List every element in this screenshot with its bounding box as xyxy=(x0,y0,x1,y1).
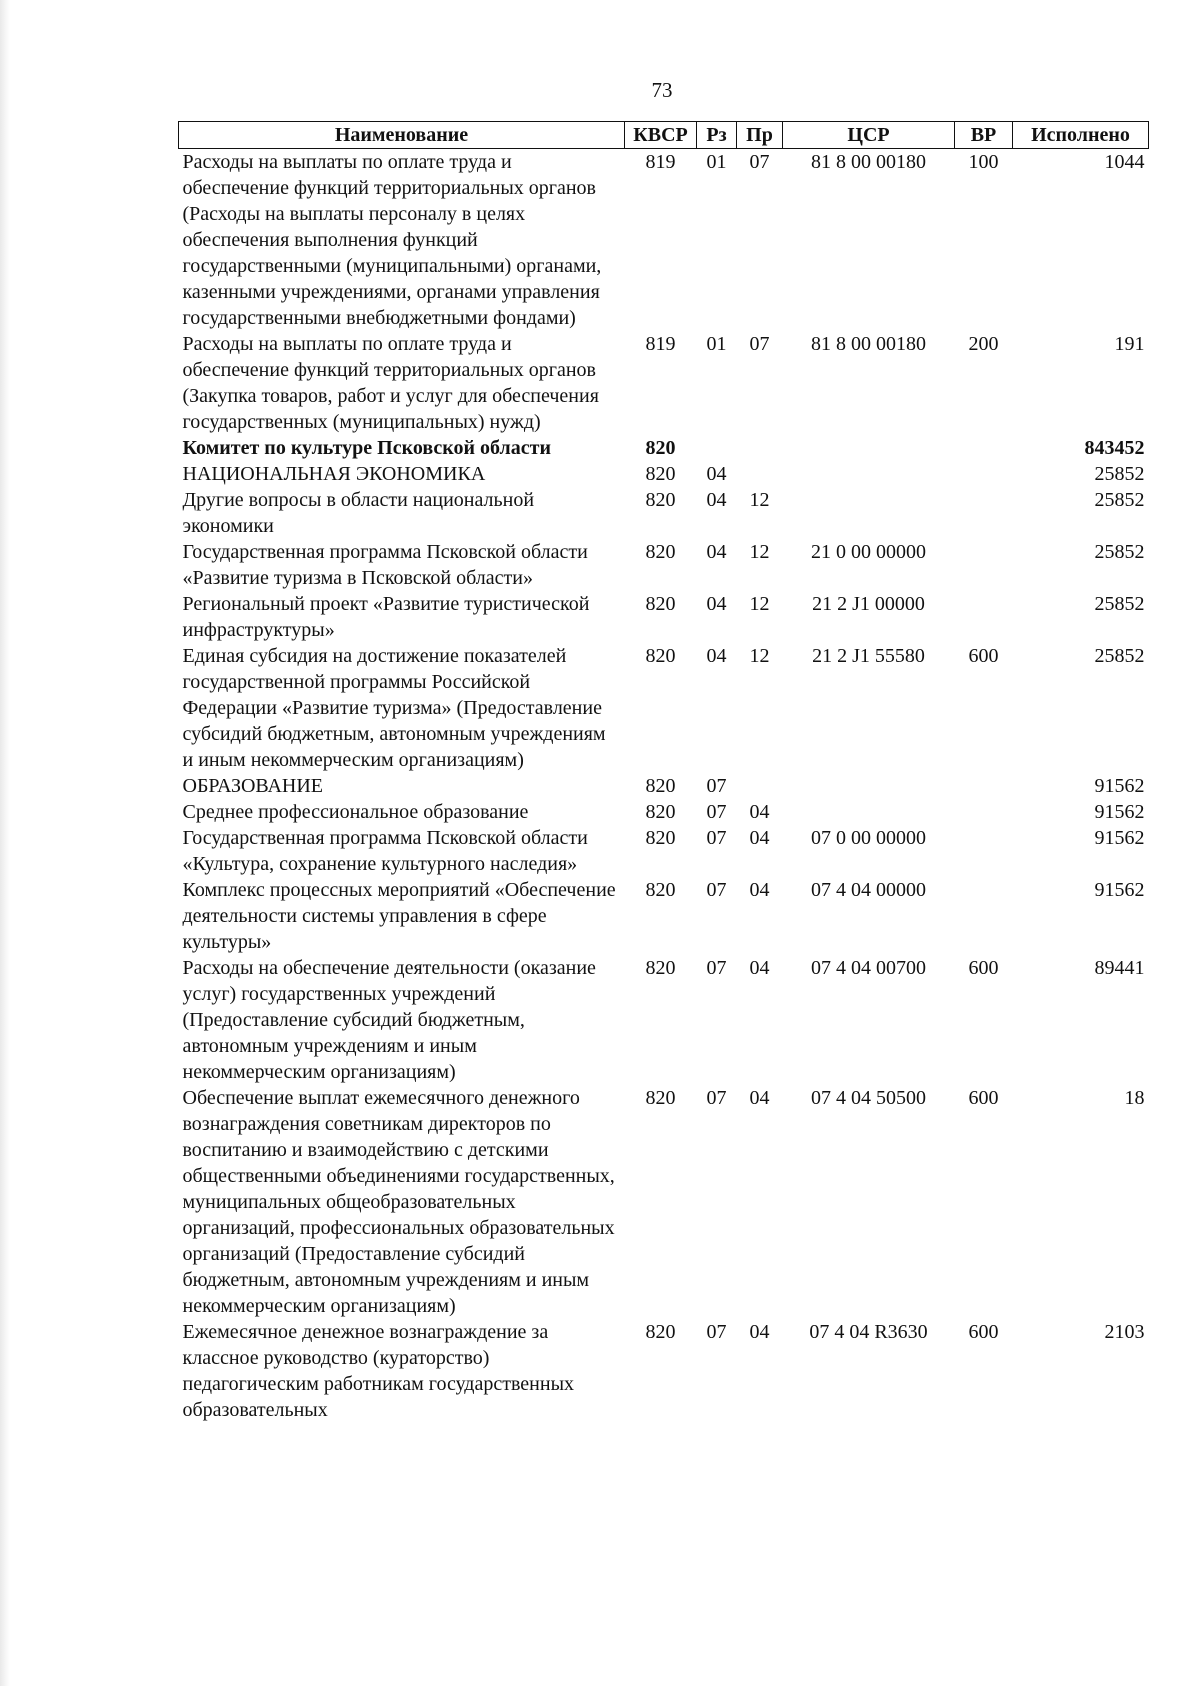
cell-pr: 04 xyxy=(749,879,770,901)
cell-pr: 12 xyxy=(749,541,770,563)
cell-csr xyxy=(783,799,955,825)
cell-rz: 01 xyxy=(706,151,727,173)
cell-pr: 04 xyxy=(749,827,770,849)
table-body xyxy=(179,149,1149,1424)
cell-name: Расходы на обеспечение деятельности (оказание услуг) государственных учреждений (Предоставление субсидий бюджетным, автономным учреждениям и иным некоммерческим организациям) xyxy=(182,957,596,1083)
cell-kvsr: 820 xyxy=(645,645,676,667)
cell-name: Единая субсидия на достижение показателей государственной программы Российской Федерации «Развитие туризма» (Предоставление субсидий бюджетным, автономным учреждениям и иным некоммерческим организациям) xyxy=(182,645,606,771)
cell-vr: 100 xyxy=(968,151,999,173)
cell-done: 843452 xyxy=(1084,437,1145,459)
cell-rz: 07 xyxy=(706,801,727,823)
cell-kvsr: 820 xyxy=(645,879,676,901)
cell-rz: 04 xyxy=(706,645,727,667)
header-rz: Рз xyxy=(697,122,737,149)
cell-done: 25852 xyxy=(1094,593,1145,615)
cell-kvsr: 820 xyxy=(645,827,676,849)
cell-rz: 07 xyxy=(706,1321,727,1343)
table-row xyxy=(179,539,1149,591)
cell-kvsr: 820 xyxy=(645,593,676,615)
cell-kvsr: 819 xyxy=(645,151,676,173)
cell-rz: 04 xyxy=(706,463,727,485)
cell-csr: 81 8 00 00180 xyxy=(811,333,926,355)
cell-pr: 04 xyxy=(749,957,770,979)
cell-kvsr: 819 xyxy=(645,333,676,355)
header-kvsr: КВСР xyxy=(625,122,697,149)
cell-done: 25852 xyxy=(1094,645,1145,667)
table-row xyxy=(179,1319,1149,1423)
cell-csr xyxy=(783,487,955,539)
cell-vr: 600 xyxy=(968,1087,999,1109)
table-row xyxy=(179,825,1149,877)
cell-rz: 04 xyxy=(706,593,727,615)
cell-vr: 600 xyxy=(968,645,999,667)
cell-rz: 07 xyxy=(706,879,727,901)
table-row xyxy=(179,461,1149,487)
table-row xyxy=(179,331,1149,435)
cell-done: 191 xyxy=(1114,333,1145,355)
cell-pr: 04 xyxy=(749,801,770,823)
cell-name: Государственная программа Псковской области «Развитие туризма в Псковской области» xyxy=(182,541,588,589)
cell-rz: 04 xyxy=(706,489,727,511)
cell-csr xyxy=(783,461,955,487)
cell-csr: 81 8 00 00180 xyxy=(811,151,926,173)
cell-done: 25852 xyxy=(1094,463,1145,485)
cell-vr: 600 xyxy=(968,1321,999,1343)
cell-name: Региональный проект «Развитие туристической инфраструктуры» xyxy=(182,593,590,641)
cell-pr: 07 xyxy=(749,151,770,173)
cell-pr: 12 xyxy=(749,593,770,615)
cell-pr: 12 xyxy=(749,645,770,667)
cell-csr: 21 0 00 00000 xyxy=(811,541,926,563)
header-pr: Пр xyxy=(737,122,783,149)
cell-pr: 12 xyxy=(749,489,770,511)
cell-done: 25852 xyxy=(1094,489,1145,511)
cell-rz: 07 xyxy=(706,775,727,797)
cell-done: 2103 xyxy=(1104,1321,1145,1343)
cell-name: ОБРАЗОВАНИЕ xyxy=(182,775,324,797)
cell-csr xyxy=(783,435,955,461)
table-row xyxy=(179,149,1149,332)
cell-vr xyxy=(955,799,1013,825)
table-row xyxy=(179,1085,1149,1319)
cell-done: 91562 xyxy=(1094,879,1145,901)
cell-done: 91562 xyxy=(1094,827,1145,849)
cell-vr: 600 xyxy=(968,957,999,979)
cell-rz: 07 xyxy=(706,957,727,979)
cell-pr: 07 xyxy=(749,333,770,355)
cell-name: НАЦИОНАЛЬНАЯ ЭКОНОМИКА xyxy=(182,463,486,485)
cell-rz xyxy=(697,435,737,461)
header-vr: ВР xyxy=(955,122,1013,149)
cell-vr xyxy=(955,539,1013,591)
cell-csr: 07 4 04 00700 xyxy=(811,957,926,979)
table-header-row xyxy=(179,122,1149,149)
cell-vr xyxy=(955,877,1013,955)
cell-kvsr: 820 xyxy=(645,463,676,485)
cell-vr xyxy=(955,435,1013,461)
table-row xyxy=(179,955,1149,1085)
cell-kvsr: 820 xyxy=(645,957,676,979)
table-row xyxy=(179,435,1149,461)
table-row xyxy=(179,799,1149,825)
budget-table xyxy=(178,121,1149,1423)
cell-rz: 07 xyxy=(706,827,727,849)
cell-csr: 07 4 04 50500 xyxy=(811,1087,926,1109)
cell-csr xyxy=(783,773,955,799)
cell-kvsr: 820 xyxy=(645,801,676,823)
cell-name: Обеспечение выплат ежемесячного денежного вознаграждения советникам директоров по воспитанию и взаимодействию с детскими общественными объединениями государственных, муниципальных общеобразовательных организаций, профессиональных образовательных организаций (Предоставление субсидий бюджетным, автономным учреждениям и иным некоммерческим организациям) xyxy=(182,1087,615,1317)
cell-kvsr: 820 xyxy=(645,541,676,563)
cell-pr: 04 xyxy=(749,1087,770,1109)
scan-edge xyxy=(0,0,10,1686)
cell-name: Расходы на выплаты по оплате труда и обеспечение функций территориальных органов (Закупка товаров, работ и услуг для обеспечения государственных (муниципальных) нужд) xyxy=(182,333,599,433)
table-row xyxy=(179,773,1149,799)
cell-pr xyxy=(737,773,783,799)
table-row xyxy=(179,591,1149,643)
cell-rz: 01 xyxy=(706,333,727,355)
cell-name: Государственная программа Псковской области «Культура, сохранение культурного наследия» xyxy=(182,827,588,875)
cell-name: Среднее профессиональное образование xyxy=(182,801,529,823)
header-csr: ЦСР xyxy=(783,122,955,149)
cell-kvsr: 820 xyxy=(645,437,676,459)
cell-rz: 07 xyxy=(706,1087,727,1109)
cell-vr xyxy=(955,825,1013,877)
page-number: 73 xyxy=(651,78,673,102)
table-row xyxy=(179,643,1149,773)
cell-vr: 200 xyxy=(968,333,999,355)
cell-vr xyxy=(955,591,1013,643)
cell-csr: 07 0 00 00000 xyxy=(811,827,926,849)
cell-name: Комплекс процессных мероприятий «Обеспечение деятельности системы управления в сфере культуры» xyxy=(182,879,616,953)
cell-kvsr: 820 xyxy=(645,489,676,511)
cell-kvsr: 820 xyxy=(645,775,676,797)
cell-pr xyxy=(737,435,783,461)
cell-done: 89441 xyxy=(1094,957,1145,979)
cell-csr: 21 2 J1 00000 xyxy=(812,593,925,615)
cell-done: 91562 xyxy=(1094,775,1145,797)
cell-csr: 21 2 J1 55580 xyxy=(812,645,925,667)
table-row xyxy=(179,487,1149,539)
cell-csr: 07 4 04 R3630 xyxy=(809,1321,928,1343)
cell-kvsr: 820 xyxy=(645,1321,676,1343)
cell-done: 18 xyxy=(1124,1087,1145,1109)
cell-pr: 04 xyxy=(749,1321,770,1343)
cell-done: 25852 xyxy=(1094,541,1145,563)
cell-name: Комитет по культуре Псковской области xyxy=(182,437,552,459)
cell-rz: 04 xyxy=(706,541,727,563)
cell-csr: 07 4 04 00000 xyxy=(811,879,926,901)
cell-vr xyxy=(955,487,1013,539)
table-row xyxy=(179,877,1149,955)
cell-done: 1044 xyxy=(1104,151,1145,173)
cell-kvsr: 820 xyxy=(645,1087,676,1109)
cell-pr xyxy=(737,461,783,487)
cell-done: 91562 xyxy=(1094,801,1145,823)
cell-name: Ежемесячное денежное вознаграждение за классное руководство (кураторство) педагогическим работникам государственных образовательных xyxy=(182,1321,575,1421)
header-name: Наименование xyxy=(179,122,625,149)
cell-name: Расходы на выплаты по оплате труда и обеспечение функций территориальных органов (Расходы на выплаты персоналу в целях обеспечения выполнения функций государственными (муниципальными) органами, казенными учреждениями, органами управления государственными внебюджетными фондами) xyxy=(182,151,602,329)
header-done: Исполнено xyxy=(1013,122,1149,149)
cell-vr xyxy=(955,773,1013,799)
cell-vr xyxy=(955,461,1013,487)
cell-name: Другие вопросы в области национальной экономики xyxy=(182,489,535,537)
